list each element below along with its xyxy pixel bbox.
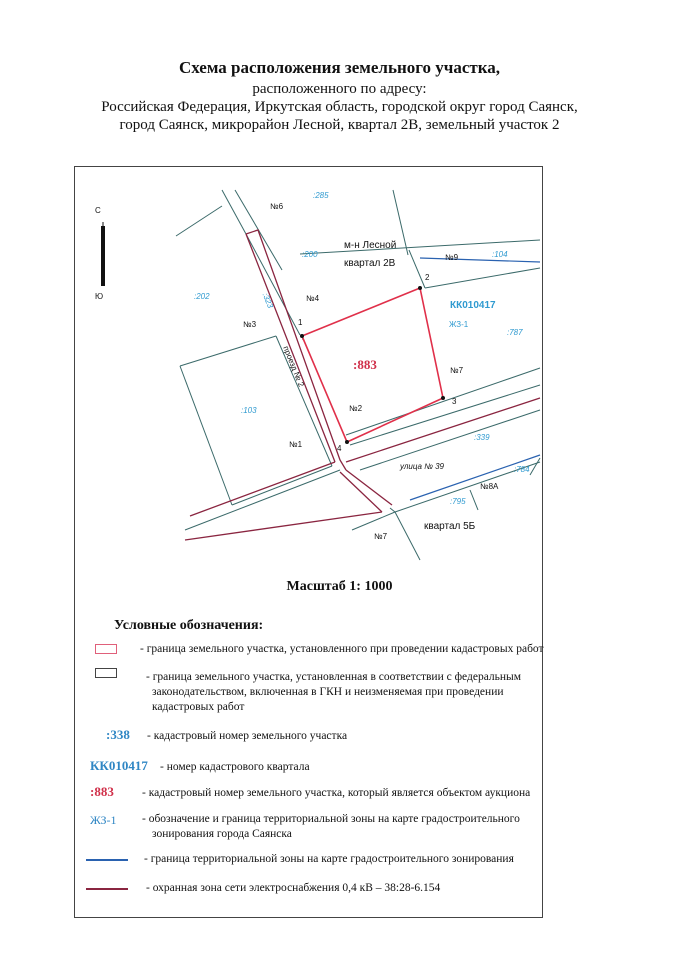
legend-item-6-line2: зонирования города Саянска bbox=[152, 828, 292, 840]
cadastral-label: :285 bbox=[313, 191, 329, 200]
legend-item-1: - граница земельного участка, установленного при проведении кадастровых работ bbox=[140, 643, 544, 655]
subject-parcel-label: :883 bbox=[353, 357, 377, 372]
cadastral-quarter-label: КК010417 bbox=[450, 300, 496, 311]
quarter-label: квартал 2В bbox=[344, 258, 396, 269]
quarter-label: квартал 5Б bbox=[424, 521, 476, 532]
district-label: м-н Лесной bbox=[344, 240, 397, 251]
legend-item-2-line3: кадастровых работ bbox=[152, 701, 245, 713]
point-4-label: 4 bbox=[337, 444, 342, 453]
legend-auction-code: :883 bbox=[90, 784, 114, 799]
parcel-number-label: №7 bbox=[450, 366, 464, 375]
legend-item-7: - граница территориальной зоны на карте градостроительного зонирования bbox=[144, 853, 514, 865]
parcel-number-label: №2 bbox=[349, 404, 363, 413]
zone-label: ЖЗ-1 bbox=[449, 320, 469, 329]
scale-label: Масштаб 1: 1000 bbox=[286, 579, 393, 594]
document-title: Схема расположения земельного участка, bbox=[178, 58, 501, 77]
parcel-number-label: №7 bbox=[374, 532, 388, 541]
legend-item-3: - кадастровый номер земельного участка bbox=[147, 730, 348, 742]
legend-item-8: - охранная зона сети электроснабжения 0,4 кВ – 38:28-6.154 bbox=[146, 882, 441, 894]
cadastral-label: :104 bbox=[492, 250, 508, 259]
cadastral-label: :323 bbox=[260, 291, 275, 310]
parcel-number-label: №4 bbox=[306, 294, 320, 303]
parcel-number-label: №6 bbox=[270, 202, 284, 211]
parcel-number-label: №3 bbox=[243, 320, 257, 329]
legend-item-5: - кадастровый номер земельного участка, который является объектом аукциона bbox=[142, 787, 531, 799]
address-line-1: Российская Федерация, Иркутская область, городской округ город Саянск, bbox=[101, 99, 578, 115]
drive-label: проезд № 2 bbox=[281, 344, 306, 389]
cadastral-label: :103 bbox=[241, 406, 257, 415]
point-2-label: 2 bbox=[425, 273, 430, 282]
cadastral-label: :339 bbox=[474, 433, 490, 442]
legend-red-swatch bbox=[95, 644, 117, 654]
legend-item-4: - номер кадастрового квартала bbox=[160, 761, 310, 773]
point-1-label: 1 bbox=[298, 318, 303, 327]
cadastral-label: :795 bbox=[450, 497, 466, 506]
parcel-number-label: №1 bbox=[289, 440, 303, 449]
legend-title: Условные обозначения: bbox=[114, 618, 264, 633]
legend-dark-swatch bbox=[95, 668, 117, 678]
point-3-label: 3 bbox=[452, 397, 457, 406]
cadastral-label: :787 bbox=[507, 328, 523, 337]
south-label: Ю bbox=[95, 292, 104, 301]
document-subtitle: расположенного по адресу: bbox=[252, 81, 427, 97]
parcel-number-label: №9 bbox=[445, 253, 459, 262]
legend-item-2-line2: законодательством, включенная в ГКН и неизменяемая при проведении bbox=[152, 686, 504, 698]
legend-zone-code: ЖЗ-1 bbox=[90, 813, 117, 827]
cadastral-label: :784 bbox=[514, 465, 530, 474]
street-label: улица № 39 bbox=[400, 462, 444, 471]
legend-cadastral-code: :338 bbox=[106, 727, 130, 742]
parcel-number-label: №8А bbox=[480, 482, 499, 491]
legend-blue-line bbox=[86, 859, 128, 861]
north-label: С bbox=[95, 206, 101, 215]
address-line-2: город Саянск, микрорайон Лесной, квартал 2В, земельный участок 2 bbox=[119, 117, 560, 133]
legend-item-2-line1: - граница земельного участка, установленная в соответствии с федеральным bbox=[146, 671, 522, 683]
cadastral-label: :202 bbox=[194, 292, 210, 301]
legend-maroon-line bbox=[86, 888, 128, 890]
cadastral-label: :200 bbox=[302, 250, 318, 259]
legend-item-6-line1: - обозначение и граница территориальной зоны на карте градостроительного bbox=[142, 813, 520, 825]
legend-quarter-code: КК010417 bbox=[90, 758, 148, 773]
